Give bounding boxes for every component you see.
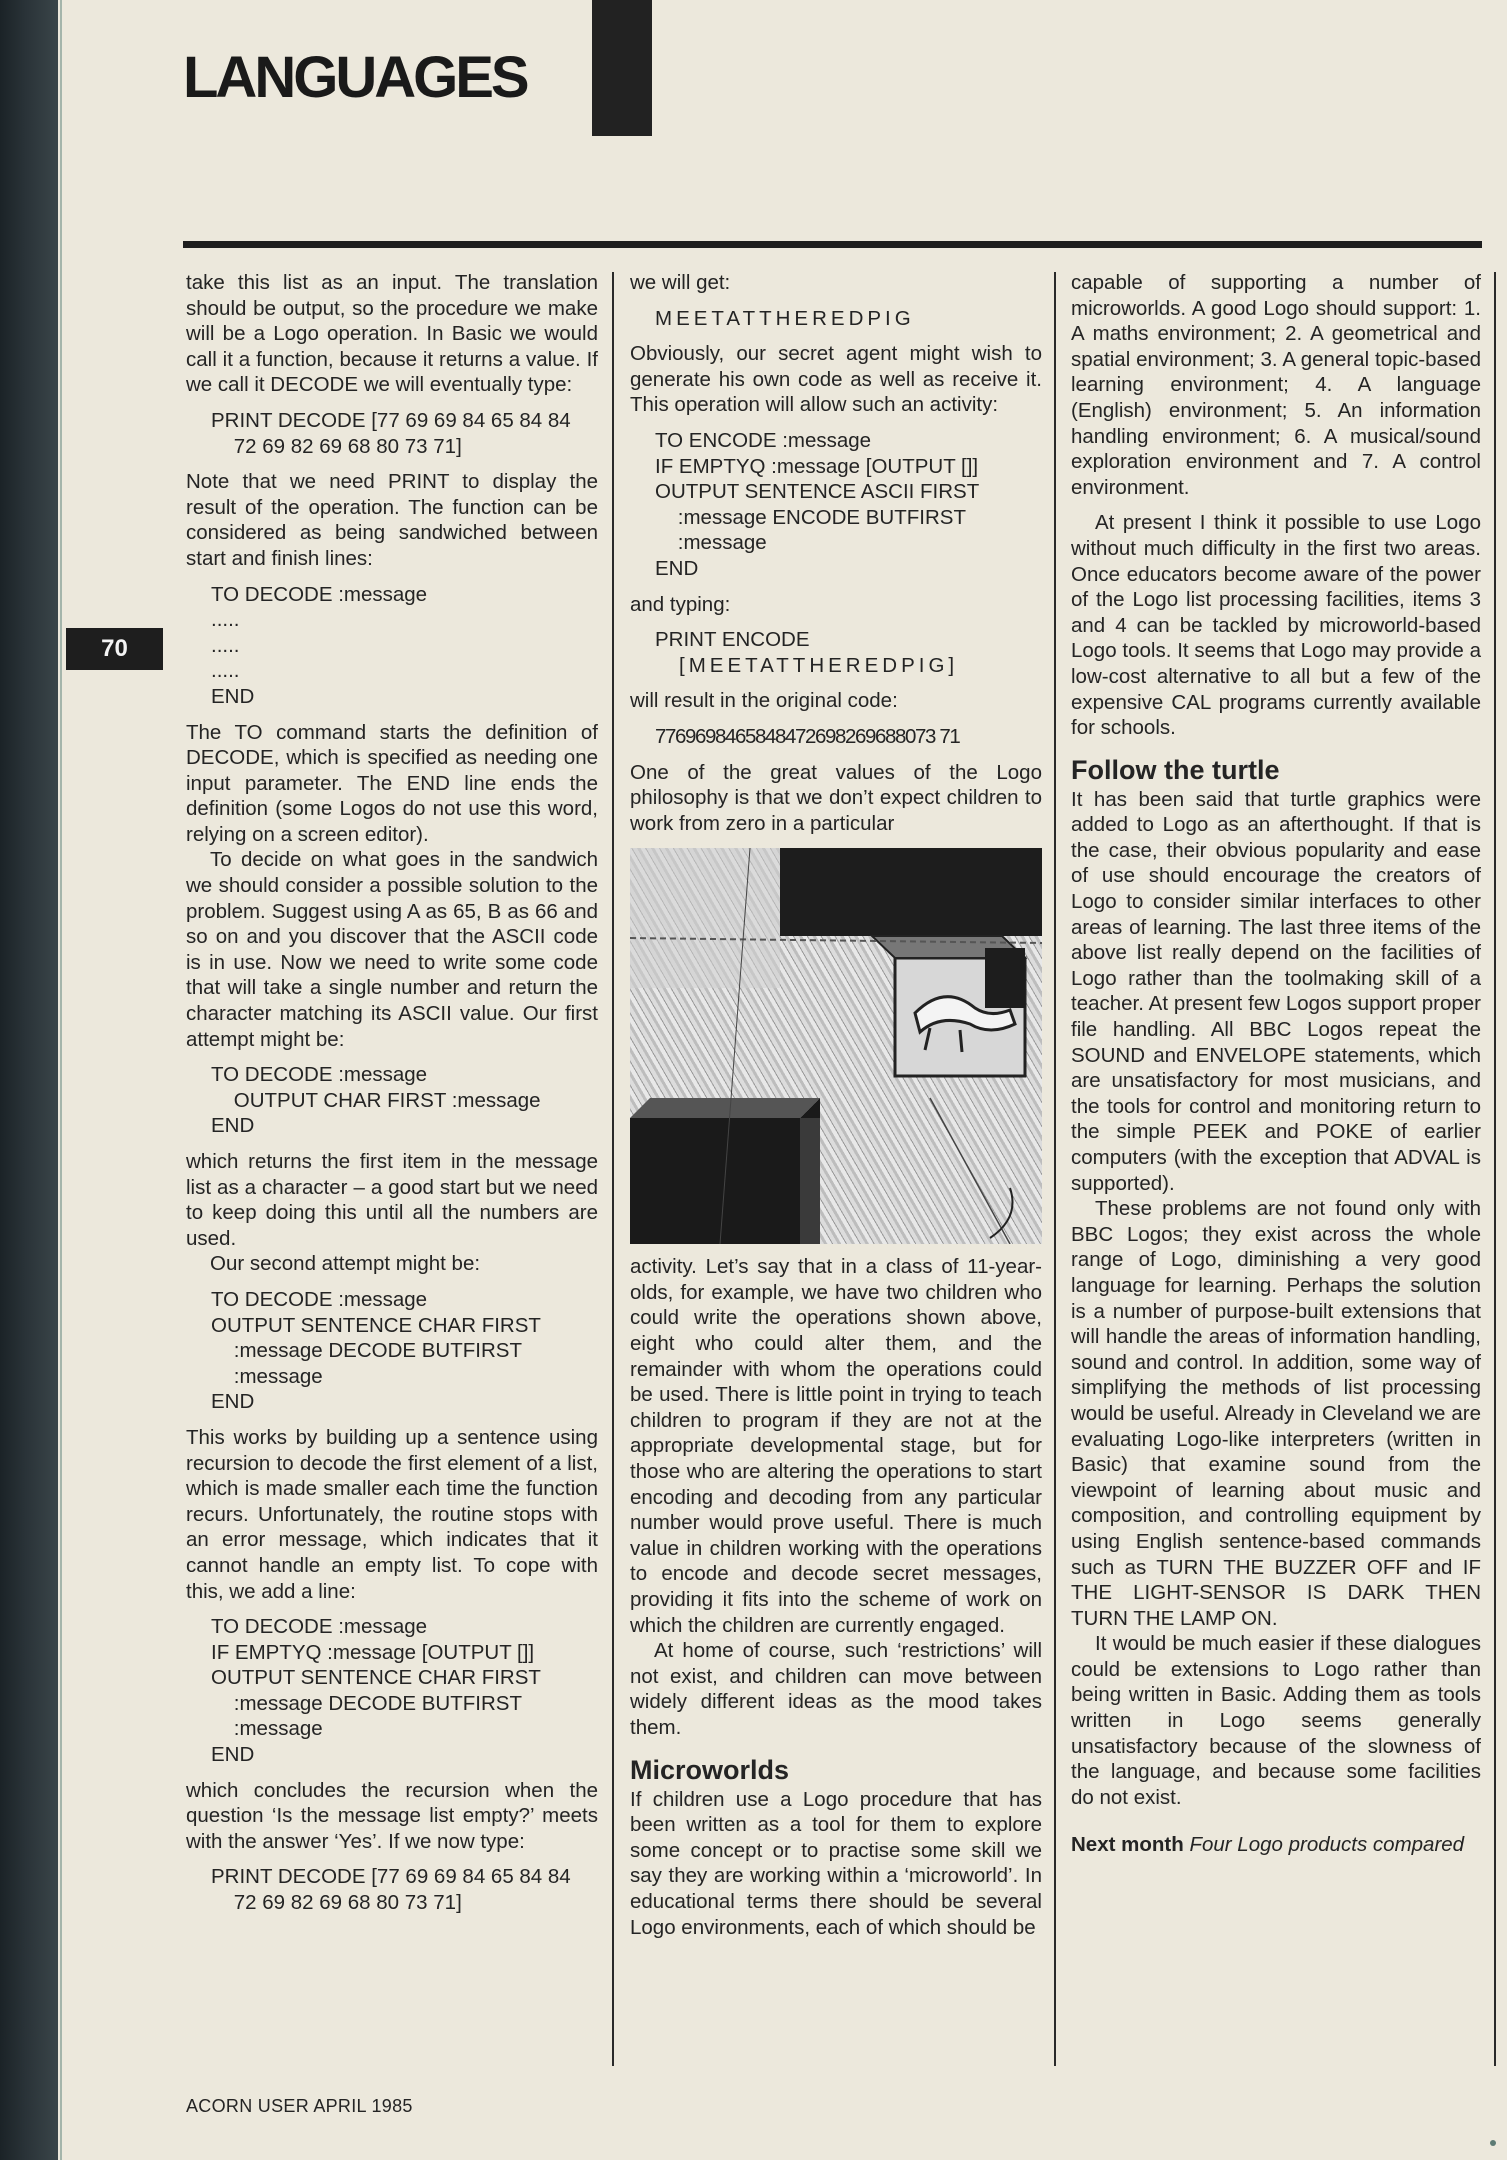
paragraph: Note that we need PRINT to display the result of the operation. The function can be considered as being sandwiched between start and finish lines: bbox=[186, 470, 598, 570]
code-line: OUTPUT SENTENCE CHAR FIRST bbox=[211, 1313, 541, 1337]
paragraph: It has been said that turtle graphics were added to Logo as an afterthought. If that is the case, their obvious popularity and ease of use should encourage the creators of Logo to consider similar interfaces to other areas of learning. The last three items of the above list really depend on the facilities of Logo rather than the toolmaking skill of a teacher. At present few Logos support proper file handling. All BBC Logos repeat the SOUND and ENVELOPE statements, which are unsatisfactory for most musicians, and the tools for control and monitoring return to the simple PEEK and POKE of earlier computers (with the exception that ADVAL is supported). bbox=[1071, 787, 1481, 1195]
code-line: PRINT DECODE [77 69 69 84 65 84 84 bbox=[211, 1865, 571, 1889]
code-line: :message ENCODE BUTFIRST bbox=[655, 505, 966, 529]
header-rule bbox=[183, 241, 1482, 248]
paragraph: capable of supporting a number of microworlds. A good Logo should support: 1. A maths environment; 2. A geometrical and spatial environment; 3. A general topic-based learning environment; 4. A language (English) environment; 5. An information handling environment; 6. A musical/sound exploration environment and 7. A control environment. bbox=[1071, 271, 1481, 499]
illustration-graphic bbox=[630, 848, 1042, 1244]
paragraph: It would be much easier if these dialogues could be extensions to Logo rather than being written in Basic. Adding them as tools written in Logo seems generally unsatisfactory because of the slowness of the language, and because some facilities do not exist. bbox=[1071, 1632, 1481, 1809]
code-block bbox=[211, 1614, 598, 1768]
code-line: OUTPUT SENTENCE ASCII FIRST bbox=[655, 480, 980, 504]
code-line: ..... bbox=[211, 633, 240, 657]
paragraph: will result in the original code: bbox=[630, 689, 898, 713]
paragraph: Our second attempt might be: bbox=[210, 1252, 481, 1276]
code-line: :message bbox=[655, 531, 767, 555]
code-line: ..... bbox=[211, 608, 240, 632]
code-line: END bbox=[211, 1390, 255, 1414]
next-month-text: Four Logo products compared bbox=[1189, 1833, 1465, 1857]
page-number-badge: 70 bbox=[66, 628, 163, 670]
footer-issue-line: ACORN USER APRIL 1985 bbox=[186, 2096, 413, 2116]
paragraph: This works by building up a sentence using recursion to decode the first element of a list, which is made smaller each time the function recurs. Unfortunately, the routine stops with an error message, which indicates that it cannot handle an empty list. To cope with this, we add a line: bbox=[186, 1425, 598, 1603]
column-divider-right bbox=[1494, 272, 1496, 2066]
paragraph: and typing: bbox=[630, 592, 731, 616]
header-block-decoration bbox=[592, 0, 652, 136]
code-line: END bbox=[211, 1743, 255, 1767]
code-line: [MEETATTHEREDPIG] bbox=[679, 653, 959, 677]
section-title: LANGUAGES bbox=[183, 45, 527, 110]
code-line: IF EMPTYQ :message [OUTPUT []] bbox=[655, 454, 979, 478]
corner-dot bbox=[1490, 2140, 1496, 2146]
paragraph: Obviously, our secret agent might wish to generate his own code as well as receive it. This operation will allow such an activity: bbox=[630, 342, 1042, 417]
code-output: 7769698465848472698269688073 71 bbox=[655, 724, 960, 748]
column-1 bbox=[186, 270, 598, 1916]
code-block bbox=[211, 1864, 598, 1915]
code-line: PRINT DECODE [77 69 69 84 65 84 84 bbox=[211, 408, 571, 432]
paragraph: If children use a Logo procedure that has been written as a tool for them to explore some concept or to practise some skill we say they are working within a ‘microworld’. In educational terms there should be several Logo environments, each of which should be bbox=[630, 1787, 1042, 1939]
column-divider-middle bbox=[1054, 272, 1056, 2066]
paragraph: One of the great values of the Logo philosophy is that we don’t expect children to work from zero in a particular bbox=[630, 760, 1042, 835]
code-line: :message bbox=[211, 1364, 323, 1388]
code-block bbox=[211, 1062, 598, 1139]
section-heading-follow-the-turtle: Follow the turtle bbox=[1071, 754, 1280, 785]
code-line: ..... bbox=[211, 659, 240, 683]
code-line: :message DECODE BUTFIRST bbox=[211, 1339, 522, 1363]
code-block bbox=[211, 582, 598, 710]
magazine-spine bbox=[0, 0, 58, 2160]
column-2 bbox=[630, 270, 1042, 1940]
code-block bbox=[211, 1287, 598, 1415]
code-block bbox=[655, 428, 1042, 582]
paragraph: take this list as an input. The translation should be output, so the procedure we make will be a Logo operation. In Basic we would call it a function, because it returns a value. If we call it DECODE we will eventually type: bbox=[186, 271, 598, 397]
code-line: TO DECODE :message bbox=[211, 1615, 428, 1639]
code-block bbox=[211, 408, 598, 459]
next-month-label: Next month bbox=[1071, 1833, 1184, 1857]
code-line: 72 69 82 69 68 80 73 71] bbox=[211, 1891, 462, 1915]
code-line: :message bbox=[211, 1717, 323, 1741]
paragraph: At present I think it possible to use Logo without much difficulty in the first two areas. Once educators become aware of the power of the Logo list processing facilities, items 3 and 4 can be tackled by microworld-based Logo tools. It seems that Logo may provide a low-cost alternative to all but a few of the expensive CAL programs currently available for schools. bbox=[1071, 511, 1481, 740]
code-output: MEETATTHEREDPIG bbox=[655, 306, 915, 330]
code-line: OUTPUT SENTENCE CHAR FIRST bbox=[211, 1666, 541, 1690]
turtle-illustration bbox=[630, 848, 1042, 1244]
spine-edge-line bbox=[60, 0, 62, 2160]
code-line: PRINT ENCODE bbox=[655, 628, 810, 652]
column-3 bbox=[1071, 270, 1481, 1858]
next-month-teaser bbox=[1071, 1832, 1481, 1858]
code-line: TO ENCODE :message bbox=[655, 428, 872, 452]
paragraph: These problems are not found only with BBC Logos; they exist across the whole range of Logo, diminishing a very good language for learning. Perhaps the solution is a number of purpose-built extensions that will handle the areas of information handling, sound and control. In addition, some way of simplifying the methods of list processing would be useful. Already in Cleveland we are evaluating Logo-like interpreters (written in Basic) that examine sound from the viewpoint of learning about music and composition, and controlling equipment by using English sentence-based commands such as TURN THE BUZZER OFF and IF THE LIGHT-SENSOR IS DARK THEN TURN THE LAMP ON. bbox=[1071, 1197, 1481, 1630]
column-divider-left bbox=[612, 272, 614, 2066]
paragraph: which concludes the recursion when the question ‘Is the message list empty?’ meets with the answer ‘Yes’. If we now type: bbox=[186, 1778, 598, 1853]
section-heading-microworlds: Microworlds bbox=[630, 1754, 790, 1785]
paragraph: we will get: bbox=[630, 271, 731, 294]
code-line: TO DECODE :message bbox=[211, 1063, 428, 1087]
paragraph: activity. Let’s say that in a class of 11-year-olds, for example, we have two children who could write the operations shown above, eight who could alter them, and the remainder with whom the operations could be used. There is little point in trying to teach children to program if they are not at the appropriate developmental stage, but for those who are altering the operations to start encoding and decoding from any particular number would prove useful. There is much value in children working with the operations to encode and decode secret messages, providing it fits into the scheme of work on which the children are currently engaged. bbox=[630, 1255, 1042, 1637]
code-block bbox=[655, 627, 1042, 678]
code-line: END bbox=[655, 556, 699, 580]
paragraph: At home of course, such ‘restrictions’ will not exist, and children can move between widely different ideas as the mood takes them. bbox=[630, 1639, 1042, 1739]
code-line: END bbox=[211, 1114, 255, 1138]
code-line: TO DECODE :message bbox=[211, 582, 428, 606]
paragraph: The TO command starts the definition of DECODE, which is specified as needing one input parameter. The END line ends the definition (some Logos do not use this word, relying on a screen editor). bbox=[186, 720, 598, 846]
code-line: :message DECODE BUTFIRST bbox=[211, 1691, 522, 1715]
code-line: IF EMPTYQ :message [OUTPUT []] bbox=[211, 1640, 535, 1664]
code-line: TO DECODE :message bbox=[211, 1287, 428, 1311]
code-line: 72 69 82 69 68 80 73 71] bbox=[211, 434, 462, 458]
paragraph: which returns the first item in the message list as a character – a good start but we need to keep doing this until all the numbers are used. bbox=[186, 1150, 598, 1250]
paragraph: To decide on what goes in the sandwich we should consider a possible solution to the problem. Suggest using A as 65, B as 66 and so on and you discover that the ASCII code is in use. Now we need to write some code that will take a single number and return the character matching its ASCII value. Our first attempt might be: bbox=[186, 848, 598, 1051]
code-line: END bbox=[211, 684, 255, 708]
code-line: OUTPUT CHAR FIRST :message bbox=[211, 1088, 541, 1112]
